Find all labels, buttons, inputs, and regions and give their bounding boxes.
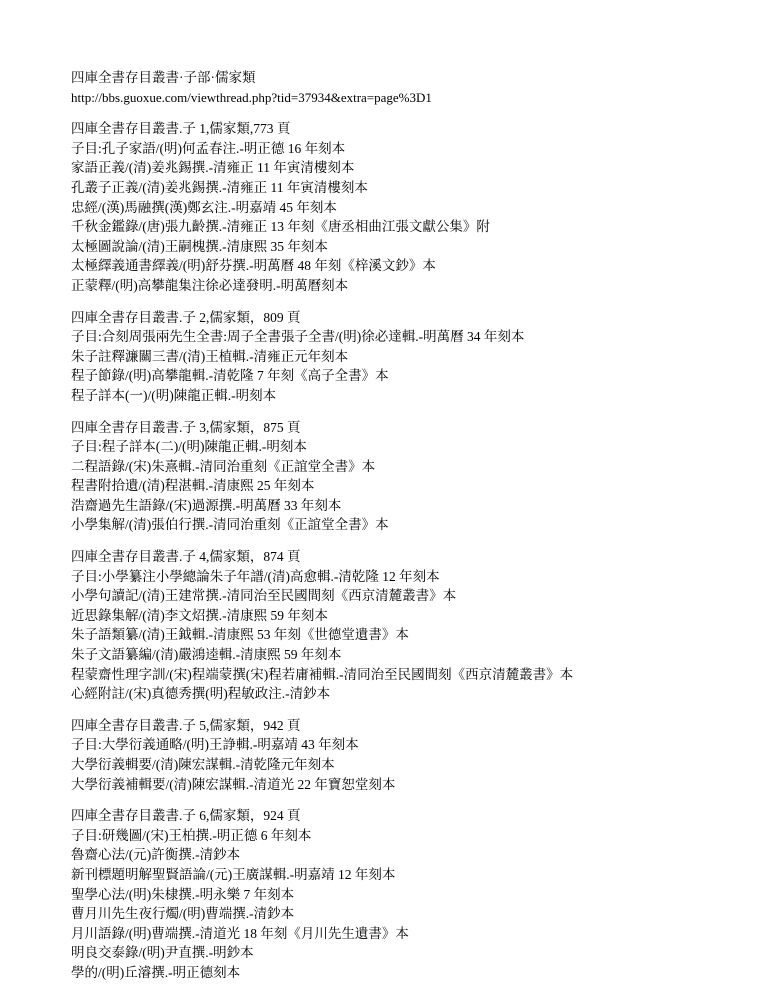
entry-line: 太極繹義通書繹義/(明)舒芬撰.-明萬曆 48 年刻《梓溪文鈔》本	[71, 258, 436, 274]
entry-line: 月川語錄/(明)曹端撰.-清道光 18 年刻《月川先生遺書》本	[71, 925, 409, 941]
entry-line: 曹月川先生夜行燭/(明)曹端撰.-清鈔本	[71, 906, 295, 922]
entry-line: 明良交泰錄/(明)尹直撰.-明鈔本	[71, 945, 254, 961]
entry-line: 近思錄集解/(清)李文炤撰.-清康熙 59 年刻本	[71, 607, 328, 623]
volume-section	[71, 119, 731, 295]
volume-section	[71, 716, 731, 794]
entry-line: 孔叢子正義/(清)姜兆錫撰.-清雍正 11 年寅清樓刻本	[71, 179, 368, 195]
entry-line: 子目:大學衍義通略/(明)王諍輯.-明嘉靖 43 年刻本	[71, 737, 359, 753]
entry-line: 大學衍義補輯要/(清)陳宏謀輯.-清道光 22 年寶恕堂刻本	[71, 776, 396, 792]
entry-line: 魯齋心法/(元)許衡撰.-清鈔本	[71, 847, 241, 863]
entry-line: 新刊標題明解聖賢語論/(元)王廣謀輯.-明嘉靖 12 年刻本	[71, 866, 396, 882]
entry-line: 聖學心法/(明)朱棣撰.-明永樂 7 年刻本	[71, 886, 295, 902]
entry-line: 子目:小學纂注小學總論朱子年譜/(清)高愈輯.-清乾隆 12 年刻本	[71, 568, 440, 584]
volume-section	[71, 547, 731, 704]
entry-line: 家語正義/(清)姜兆錫撰.-清雍正 11 年寅清樓刻本	[71, 160, 355, 176]
volume-heading: 四庫全書存目叢書.子 5,儒家類，942 頁	[71, 717, 301, 733]
source-url: http://bbs.guoxue.com/viewthread.php?tid=37934&extra=page%3D1	[71, 89, 432, 105]
section-gap	[71, 107, 731, 119]
document-body	[71, 68, 731, 983]
entry-line: 忠經/(漢)馬融撰(漢)鄭玄注.-明嘉靖 45 年刻本	[71, 199, 337, 215]
entry-line: 大學衍義輯要/(清)陳宏謀輯.-清乾隆元年刻本	[71, 757, 335, 772]
entry-line: 程蒙齋性理字訓/(宋)程端蒙撰(宋)程若庸補輯.-清同治至民國間刻《西京清麓叢書》本	[71, 666, 574, 682]
entry-line: 朱子註釋濂關三書/(清)王植輯.-清雍正元年刻本	[71, 348, 349, 364]
entry-line: 心經附註/(宋)真德秀撰(明)程敏政注.-清鈔本	[71, 686, 331, 702]
entry-line: 學的/(明)丘濬撰.-明正德刻本	[71, 964, 241, 980]
volume-heading: 四庫全書存目叢書.子 6,儒家類，924 頁	[71, 808, 301, 824]
sections-container	[71, 107, 731, 982]
entry-line: 小學集解/(清)張伯行撰.-清同治重刻《正誼堂全書》本	[71, 517, 389, 533]
entry-line: 子目:研幾圖/(宋)王柏撰.-明正德 6 年刻本	[71, 827, 312, 843]
section-gap	[71, 535, 731, 547]
entry-line: 小學句讀記/(清)王建常撰.-清同治至民國間刻《西京清麓叢書》本	[71, 588, 457, 604]
entry-line: 太極圖說論/(清)王嗣槐撰.-清康熙 35 年刻本	[71, 238, 328, 254]
entry-line: 朱子語類纂/(清)王鉞輯.-清康熙 53 年刻《世德堂遺書》本	[71, 627, 409, 643]
volume-heading: 四庫全書存目叢書.子 4,儒家類，874 頁	[71, 549, 301, 565]
entry-line: 千秋金鑑錄/(唐)張九齡撰.-清雍正 13 年刻《唐丞相曲江張文獻公集》附	[71, 219, 490, 235]
volume-heading: 四庫全書存目叢書.子 1,儒家類,773 頁	[71, 121, 291, 137]
volume-section	[71, 308, 731, 406]
section-gap	[71, 296, 731, 308]
document-title: 四庫全書存目叢書·子部·儒家類	[71, 70, 256, 85]
entry-line: 朱子文語纂編/(清)嚴鴻逵輯.-清康熙 59 年刻本	[71, 647, 342, 663]
entry-line: 浩齋過先生語錄/(宋)過源撰.-明萬曆 33 年刻本	[71, 497, 342, 513]
entry-line: 程子節錄/(明)高攀龍輯.-清乾隆 7 年刻《高子全書》本	[71, 368, 389, 384]
entry-line: 程書附拾遺/(清)程湛輯.-清康熙 25 年刻本	[71, 478, 315, 494]
volume-section	[71, 806, 731, 982]
entry-line: 子目:合刻周張兩先生全書:周子全書張子全書/(明)徐必達輯.-明萬曆 34 年刻本	[71, 329, 525, 345]
volume-section	[71, 418, 731, 536]
entry-line: 程子詳本(一)/(明)陳龍正輯.-明刻本	[71, 387, 277, 403]
entry-line: 子目:程子詳本(二)/(明)陳龍正輯.-明刻本	[71, 439, 307, 455]
entry-line: 子目:孔子家語/(明)何孟春注.-明正德 16 年刻本	[71, 140, 346, 156]
volume-heading: 四庫全書存目叢書.子 2,儒家類，809 頁	[71, 309, 301, 325]
section-gap	[71, 406, 731, 418]
entry-line: 二程語錄/(宋)朱熹輯.-清同治重刻《正誼堂全書》本	[71, 458, 376, 474]
section-gap	[71, 794, 731, 806]
volume-heading: 四庫全書存目叢書.子 3,儒家類，875 頁	[71, 419, 301, 435]
section-gap	[71, 704, 731, 716]
entry-line: 正蒙釋/(明)高攀龍集注徐必達發明.-明萬曆刻本	[71, 277, 349, 293]
